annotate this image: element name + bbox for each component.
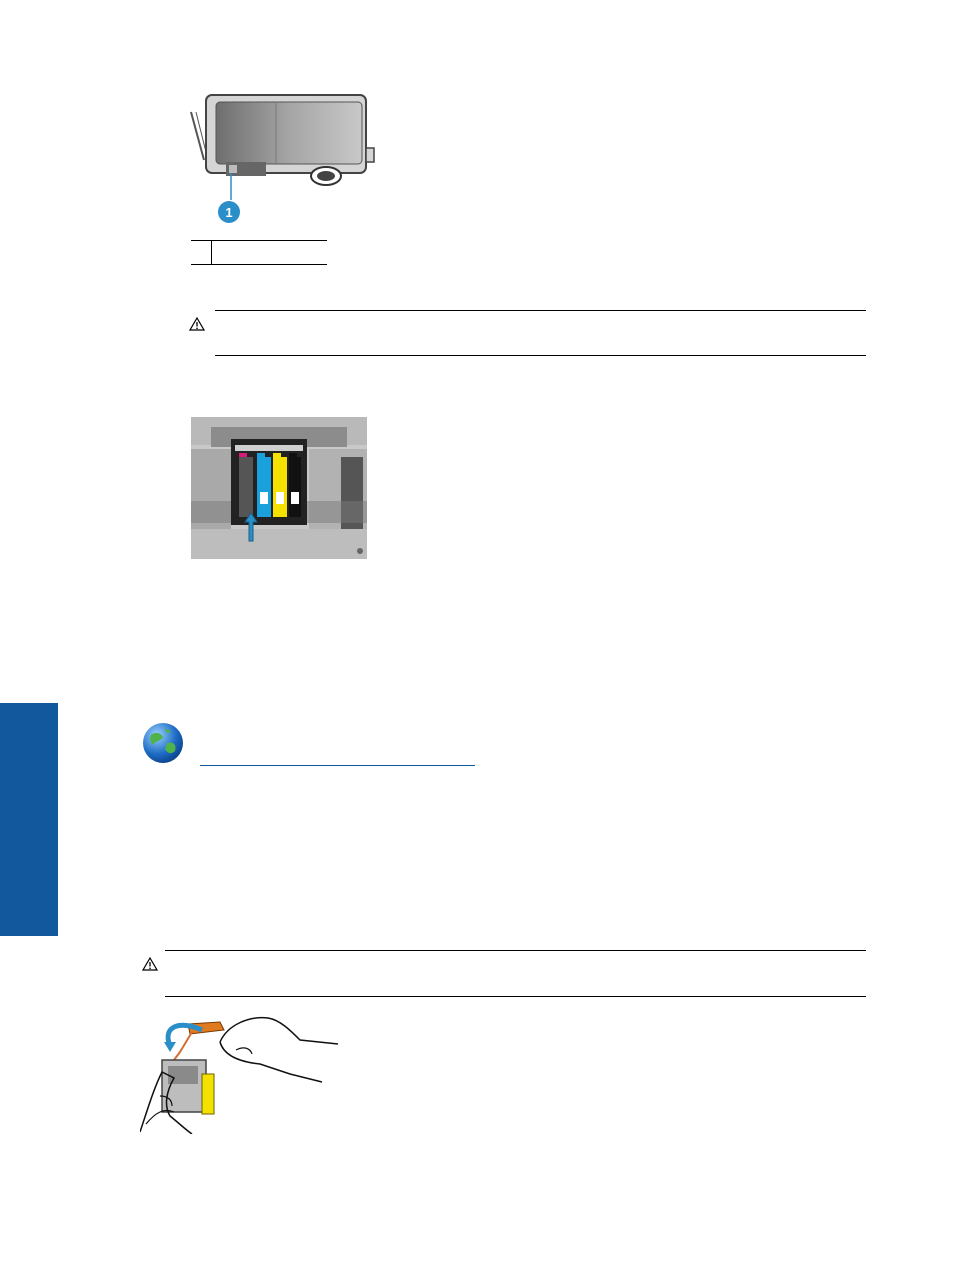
caution-rule-top	[165, 950, 866, 951]
warning-triangle-icon	[142, 957, 158, 971]
warning-triangle-icon	[189, 317, 205, 331]
globe-icon	[141, 721, 185, 765]
figure-caption-table	[191, 240, 327, 265]
chapter-side-tab	[0, 703, 58, 936]
caption-divider	[211, 241, 212, 264]
callout-number: 1	[225, 205, 233, 220]
web-link-underline[interactable]	[200, 765, 475, 766]
remove-tape-illustration	[140, 1012, 340, 1134]
caution-rule-bottom	[165, 996, 866, 997]
printhead-carriage-photo	[191, 417, 367, 559]
caution-rule-bottom	[215, 355, 866, 356]
caution-rule-top	[215, 310, 866, 311]
ink-cartridge-illustration	[186, 90, 380, 230]
